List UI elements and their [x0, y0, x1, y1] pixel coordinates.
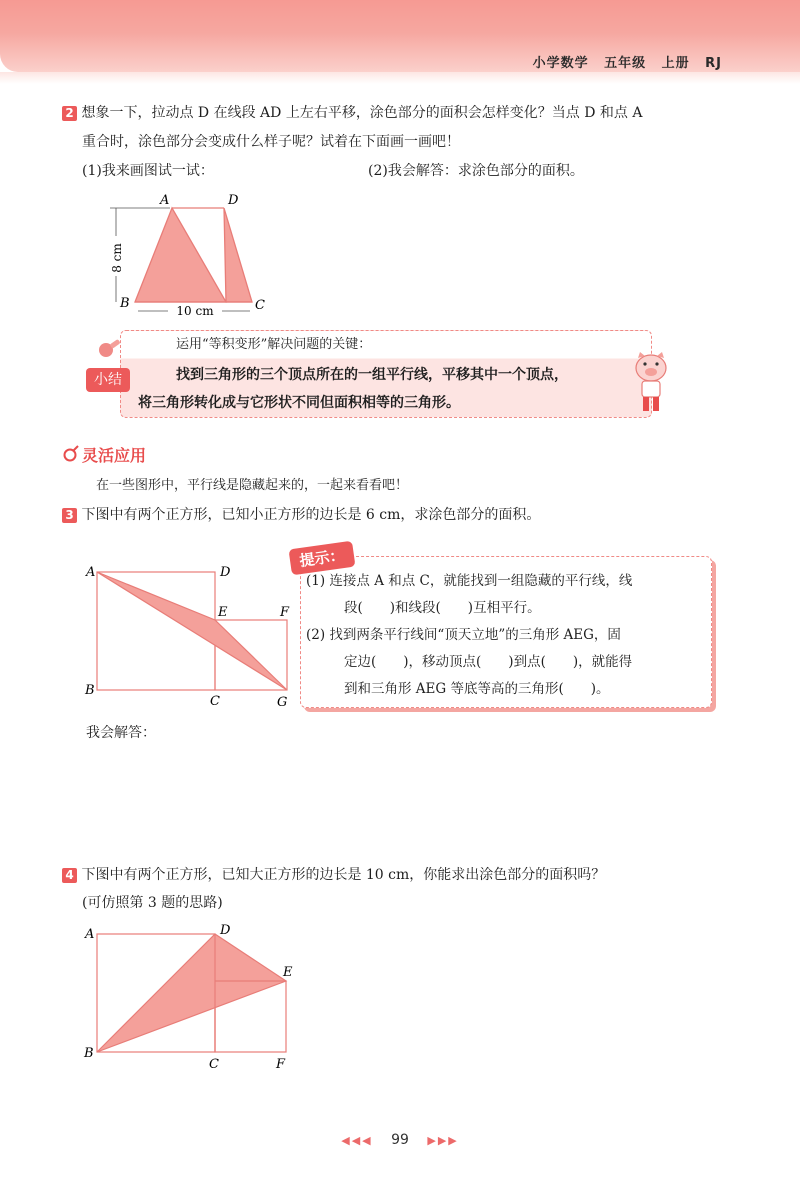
q3-label-c: C — [210, 694, 220, 709]
q4-label-d: D — [220, 923, 231, 938]
q2-part1: (1)我来画图试一试： — [82, 163, 214, 179]
series-label: 小学数学 五年级 上册 RJ — [532, 56, 722, 71]
q2-label-a: A — [160, 193, 170, 208]
summary-tag: 小结 — [86, 368, 130, 392]
q2-part2: (2)我会解答：求涂色部分的面积。 — [368, 163, 584, 179]
summary-line2: 将三角形转化成与它形状不同但面积相等的三角形。 — [138, 395, 460, 411]
hint-l5: 到和三角形 AEG 等底等高的三角形( )。 — [344, 681, 610, 697]
hint-tag: 提示： — [289, 541, 356, 576]
q3-label-a: A — [86, 565, 96, 580]
q2-figure — [100, 186, 290, 322]
next-arrows-icon: ▶▶▶ — [427, 1134, 459, 1147]
section-title: 灵活应用 — [82, 446, 147, 465]
q4-label-f: F — [276, 1057, 286, 1072]
q4-shaded-triangle — [97, 934, 286, 1052]
q3-label-e: E — [218, 605, 228, 620]
q4-label-e: E — [283, 965, 293, 980]
q4-label-c: C — [209, 1057, 219, 1072]
q2-text1: 想象一下，拉动点 D 在线段 AD 上左右平移，涂色部分的面积会怎样变化？当点 D 和点 A — [81, 105, 643, 121]
q3-figure — [80, 560, 300, 710]
q3-label-f: F — [280, 605, 290, 620]
q2-height-label: 8 cm — [110, 243, 124, 273]
hint-l2: 段( )和线段( )互相平行。 — [344, 600, 541, 616]
q4-number: 4 — [62, 868, 77, 883]
q2-triangle-abc — [135, 208, 226, 302]
q4-text: 下图中有两个正方形，已知大正方形的边长是 10 cm，你能求出涂色部分的面积吗？ — [81, 867, 606, 883]
q3-answer-label: 我会解答： — [86, 725, 156, 741]
q2-line1 — [62, 102, 643, 124]
q3-number: 3 — [62, 508, 77, 523]
q2-label-b: B — [120, 296, 130, 311]
q3-text: 下图中有两个正方形，已知小正方形的边长是 6 cm，求涂色部分的面积。 — [81, 507, 541, 523]
q3-label-b: B — [85, 683, 95, 698]
hint-l1: (1) 连接点 A 和点 C，就能找到一组隐藏的平行线，线 — [306, 573, 633, 589]
summary-intro: 运用“等积变形”解决问题的关键： — [176, 337, 372, 352]
page-number: 99 — [391, 1132, 409, 1148]
q2-label-c: C — [255, 298, 265, 313]
flexible-apply-icon — [62, 445, 80, 463]
q2-number: 2 — [62, 106, 77, 121]
q4-note: (可仿照第 3 题的思路) — [82, 895, 223, 911]
q4-line — [62, 864, 605, 886]
hint-l4: 定边( )，移动顶点( )到点( )，就能得 — [344, 654, 633, 670]
q2-line2: 重合时，涂色部分会变成什么样子呢？试着在下面画一画吧！ — [82, 134, 460, 150]
q2-triangle-dbc — [224, 208, 252, 302]
prev-arrows-icon: ◀◀◀ — [341, 1134, 373, 1147]
q4-label-a: A — [85, 927, 95, 942]
q4-label-b: B — [84, 1046, 94, 1061]
header-fade — [0, 72, 800, 84]
q3-shaded-triangle — [97, 572, 287, 690]
q2-label-d: D — [228, 193, 239, 208]
q3-label-d: D — [220, 565, 231, 580]
q4-figure — [80, 920, 300, 1072]
pin-icon — [94, 336, 124, 366]
summary-line1: 找到三角形的三个顶点所在的一组平行线，平移其中一个顶点， — [176, 367, 568, 383]
section-intro: 在一些图形中，平行线是隐藏起来的，一起来看看吧！ — [96, 478, 409, 493]
q2-width-label: 10 cm — [176, 304, 214, 318]
q3-line — [62, 504, 540, 526]
q3-label-g: G — [277, 695, 288, 710]
pig-mascot-icon — [626, 350, 676, 416]
footer — [0, 1132, 800, 1148]
hint-l3: (2) 找到两条平行线间“顶天立地”的三角形 AEG，固 — [306, 627, 621, 643]
